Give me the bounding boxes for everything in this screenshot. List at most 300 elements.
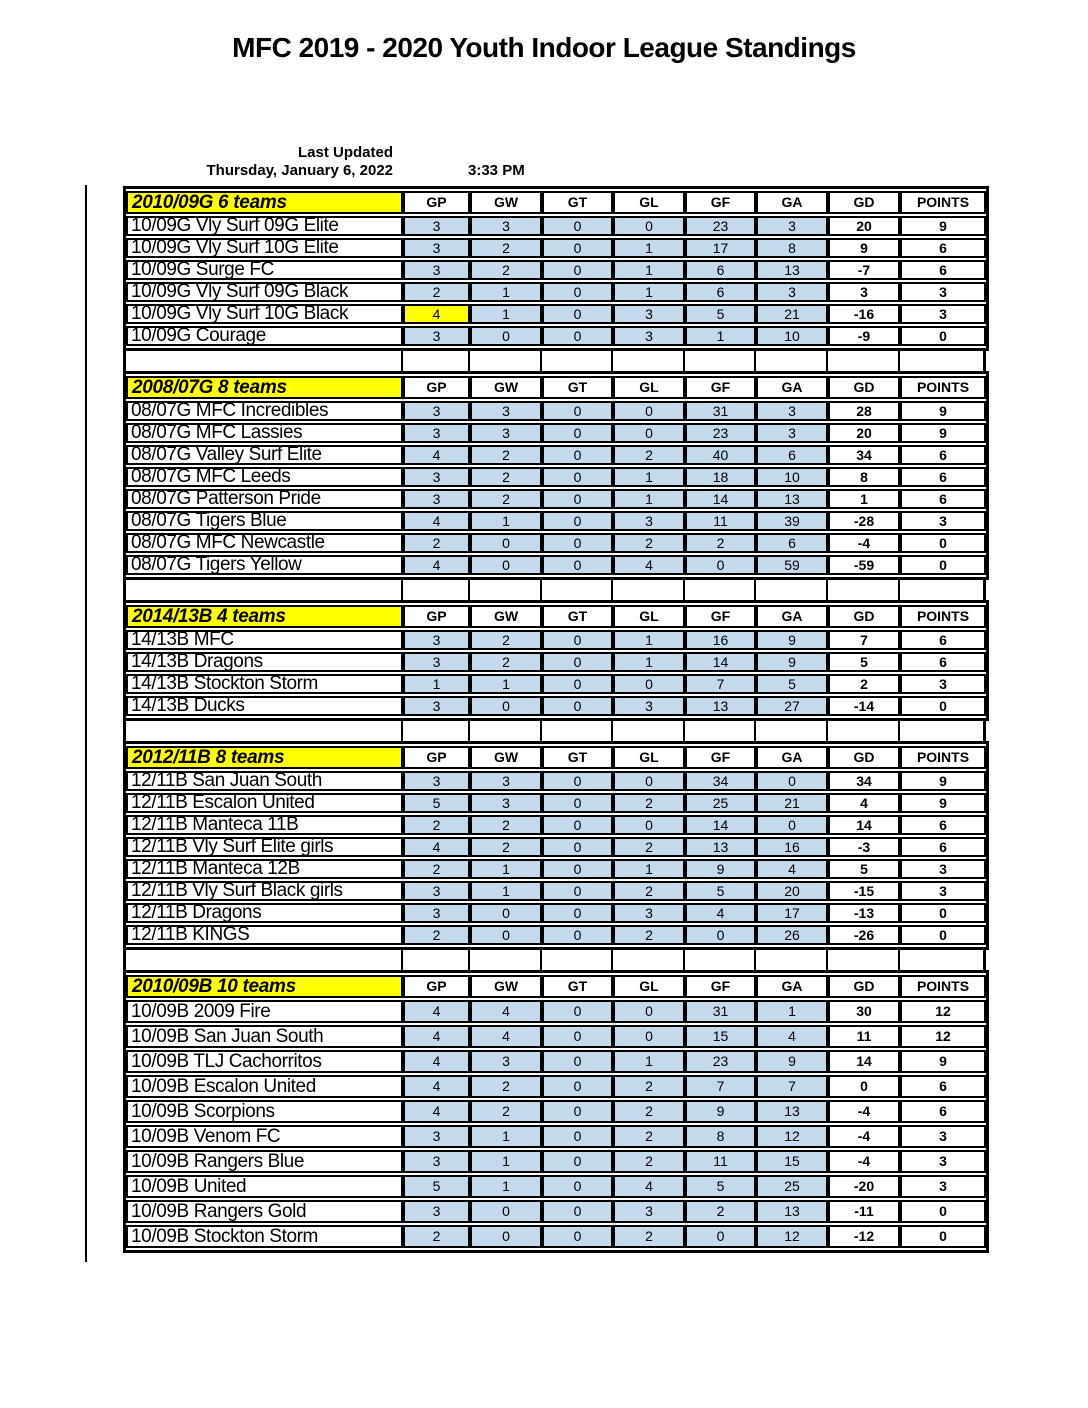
- stat-cell-gt: 0: [542, 511, 613, 531]
- last-updated-label: Last Updated: [297, 144, 393, 161]
- last-updated-time: 3:33 PM: [468, 162, 525, 179]
- team-name-cell: 10/09G Vly Surf 09G Elite: [126, 216, 403, 236]
- stat-cell-points: 6: [900, 630, 986, 650]
- stat-cell-points: 3: [900, 1125, 986, 1148]
- team-name-cell: 08/07G Tigers Yellow: [126, 555, 403, 575]
- stat-cell-points: 0: [900, 1225, 986, 1248]
- stat-cell-gt: 0: [542, 401, 613, 421]
- stat-cell-points: 6: [900, 1075, 986, 1098]
- stat-cell-gl: 2: [613, 793, 685, 813]
- stat-cell-gw: 2: [470, 815, 542, 835]
- spacer-cell: [541, 351, 612, 371]
- standings-table: [123, 186, 989, 351]
- stat-cell-gw: 1: [470, 674, 542, 694]
- stat-cell-gt: 0: [542, 1150, 613, 1173]
- stat-cell-gf: 8: [685, 1125, 756, 1148]
- stat-cell-ga: 1: [756, 1000, 828, 1023]
- team-row: [126, 1050, 986, 1073]
- column-header-gp: GP: [403, 746, 470, 769]
- stat-cell-gt: 0: [542, 445, 613, 465]
- column-header-points: POINTS: [900, 605, 986, 628]
- stat-cell-gw: 2: [470, 1100, 542, 1123]
- stat-cell-gf: 15: [685, 1025, 756, 1048]
- stat-cell-gd: -11: [828, 1200, 900, 1223]
- stat-cell-gd: -26: [828, 925, 900, 945]
- stat-cell-gw: 3: [470, 401, 542, 421]
- team-row: [126, 1075, 986, 1098]
- stat-cell-gf: 0: [685, 555, 756, 575]
- stat-cell-gp: 2: [403, 859, 470, 879]
- stat-cell-gw: 2: [470, 630, 542, 650]
- stat-cell-gp: 3: [403, 238, 470, 258]
- stat-cell-gl: 2: [613, 1150, 685, 1173]
- stat-cell-gp: 2: [403, 533, 470, 553]
- stat-cell-gl: 4: [613, 555, 685, 575]
- spacer-cell: [755, 950, 827, 970]
- stat-cell-gw: 1: [470, 1150, 542, 1173]
- stat-cell-gp: 4: [403, 1075, 470, 1098]
- stat-cell-gw: 0: [470, 696, 542, 716]
- stat-cell-gf: 18: [685, 467, 756, 487]
- stat-cell-gw: 3: [470, 771, 542, 791]
- stat-cell-gl: 1: [613, 260, 685, 280]
- stat-cell-ga: 8: [756, 238, 828, 258]
- spacer-cell: [612, 580, 684, 600]
- team-name-cell: 10/09G Surge FC: [126, 260, 403, 280]
- stat-cell-points: 6: [900, 238, 986, 258]
- stat-cell-gp: 3: [403, 216, 470, 236]
- column-header-gp: GP: [403, 605, 470, 628]
- spacer-cell: [612, 351, 684, 371]
- stat-cell-gw: 0: [470, 1200, 542, 1223]
- column-header-ga: GA: [756, 191, 828, 214]
- team-row: [126, 260, 986, 280]
- stat-cell-gf: 11: [685, 1150, 756, 1173]
- spacer-cell: [684, 950, 755, 970]
- stat-cell-gw: 0: [470, 1225, 542, 1248]
- stat-cell-gw: 2: [470, 260, 542, 280]
- stat-cell-gd: 14: [828, 815, 900, 835]
- stat-cell-gl: 1: [613, 467, 685, 487]
- left-margin-line: [85, 185, 87, 1262]
- stat-cell-gp: 4: [403, 1025, 470, 1048]
- stat-cell-gd: 2: [828, 674, 900, 694]
- stat-cell-gw: 2: [470, 652, 542, 672]
- team-row: [126, 238, 986, 258]
- team-row: [126, 445, 986, 465]
- stat-cell-gl: 1: [613, 1050, 685, 1073]
- stat-cell-gd: -4: [828, 1125, 900, 1148]
- stat-cell-points: 0: [900, 1200, 986, 1223]
- stat-cell-gw: 3: [470, 1050, 542, 1073]
- team-row: [126, 815, 986, 835]
- spacer-cell: [755, 580, 827, 600]
- standings-table: [123, 371, 989, 580]
- stat-cell-gd: -16: [828, 304, 900, 324]
- section-header-row: [126, 746, 986, 769]
- stat-cell-gf: 6: [685, 282, 756, 302]
- column-header-gd: GD: [828, 605, 900, 628]
- stat-cell-gf: 4: [685, 903, 756, 923]
- last-updated-date: Thursday, January 6, 2022: [206, 162, 393, 179]
- team-name-cell: 10/09B United: [126, 1175, 403, 1198]
- stat-cell-gl: 1: [613, 652, 685, 672]
- stat-cell-gl: 2: [613, 1225, 685, 1248]
- stat-cell-points: 12: [900, 1025, 986, 1048]
- stat-cell-gd: -20: [828, 1175, 900, 1198]
- stat-cell-gl: 2: [613, 1125, 685, 1148]
- stat-cell-gd: 14: [828, 1050, 900, 1073]
- stat-cell-gd: 7: [828, 630, 900, 650]
- stat-cell-points: 9: [900, 1050, 986, 1073]
- stat-cell-ga: 3: [756, 216, 828, 236]
- stat-cell-gw: 3: [470, 216, 542, 236]
- spacer-cell: [684, 580, 755, 600]
- stat-cell-gw: 0: [470, 555, 542, 575]
- stat-cell-points: 0: [900, 555, 986, 575]
- spacer-cell: [899, 351, 985, 371]
- stat-cell-ga: 27: [756, 696, 828, 716]
- stat-cell-ga: 0: [756, 815, 828, 835]
- stat-cell-points: 3: [900, 859, 986, 879]
- section-header-row: [126, 191, 986, 214]
- column-header-gd: GD: [828, 191, 900, 214]
- stat-cell-gp: 4: [403, 1000, 470, 1023]
- standings-tables: [123, 186, 989, 1253]
- team-name-cell: 10/09B Scorpions: [126, 1100, 403, 1123]
- stat-cell-gp: 1: [403, 674, 470, 694]
- team-row: [126, 511, 986, 531]
- standings-table: [123, 741, 989, 950]
- stat-cell-gp: 3: [403, 489, 470, 509]
- stat-cell-ga: 12: [756, 1125, 828, 1148]
- stat-cell-gt: 0: [542, 859, 613, 879]
- stat-cell-gl: 3: [613, 696, 685, 716]
- stat-cell-gl: 0: [613, 1000, 685, 1023]
- stat-cell-ga: 13: [756, 1200, 828, 1223]
- column-header-gp: GP: [403, 191, 470, 214]
- column-header-points: POINTS: [900, 746, 986, 769]
- stat-cell-gd: -12: [828, 1225, 900, 1248]
- column-header-gf: GF: [685, 975, 756, 998]
- stat-cell-gt: 0: [542, 674, 613, 694]
- stat-cell-ga: 13: [756, 489, 828, 509]
- team-row: [126, 1125, 986, 1148]
- stat-cell-gd: -4: [828, 1150, 900, 1173]
- stat-cell-gt: 0: [542, 423, 613, 443]
- stat-cell-gf: 0: [685, 1225, 756, 1248]
- stat-cell-gp: 4: [403, 1100, 470, 1123]
- standings-table: [123, 970, 989, 1253]
- stat-cell-gt: 0: [542, 837, 613, 857]
- stat-cell-gt: 0: [542, 1000, 613, 1023]
- section-header-row: [126, 376, 986, 399]
- section-title-cell: 2010/09G 6 teams: [126, 191, 403, 214]
- stat-cell-gp: 4: [403, 837, 470, 857]
- stat-cell-gt: 0: [542, 555, 613, 575]
- stat-cell-gd: 28: [828, 401, 900, 421]
- stat-cell-gf: 14: [685, 815, 756, 835]
- section-title-cell: 2008/07G 8 teams: [126, 376, 403, 399]
- stat-cell-gf: 16: [685, 630, 756, 650]
- stat-cell-gl: 2: [613, 925, 685, 945]
- stat-cell-gt: 0: [542, 489, 613, 509]
- team-row: [126, 1025, 986, 1048]
- stat-cell-gp: 3: [403, 423, 470, 443]
- stat-cell-gw: 3: [470, 423, 542, 443]
- stat-cell-points: 6: [900, 815, 986, 835]
- stat-cell-gp: 3: [403, 1125, 470, 1148]
- stat-cell-gw: 4: [470, 1025, 542, 1048]
- column-header-ga: GA: [756, 605, 828, 628]
- stat-cell-ga: 9: [756, 630, 828, 650]
- stat-cell-gl: 2: [613, 881, 685, 901]
- column-header-gl: GL: [613, 975, 685, 998]
- stat-cell-gd: 0: [828, 1075, 900, 1098]
- stat-cell-gp: 5: [403, 793, 470, 813]
- stat-cell-gf: 23: [685, 423, 756, 443]
- stat-cell-points: 3: [900, 1175, 986, 1198]
- stat-cell-ga: 9: [756, 1050, 828, 1073]
- column-header-gp: GP: [403, 975, 470, 998]
- column-header-gd: GD: [828, 376, 900, 399]
- stat-cell-points: 0: [900, 326, 986, 346]
- stat-cell-gf: 2: [685, 533, 756, 553]
- stat-cell-ga: 26: [756, 925, 828, 945]
- stat-cell-gd: -28: [828, 511, 900, 531]
- spacer-cell: [402, 950, 469, 970]
- stat-cell-gw: 2: [470, 837, 542, 857]
- stat-cell-gw: 1: [470, 1125, 542, 1148]
- team-row: [126, 467, 986, 487]
- spacer-cell: [125, 351, 402, 371]
- stat-cell-gp: 4: [403, 1050, 470, 1073]
- spacer-cell: [469, 950, 541, 970]
- column-header-gf: GF: [685, 191, 756, 214]
- stat-cell-gf: 6: [685, 260, 756, 280]
- spacer-cell: [469, 580, 541, 600]
- team-name-cell: 10/09B San Juan South: [126, 1025, 403, 1048]
- stat-cell-ga: 3: [756, 282, 828, 302]
- spacer-cell: [402, 721, 469, 741]
- stat-cell-gt: 0: [542, 1100, 613, 1123]
- team-row: [126, 1100, 986, 1123]
- stat-cell-gt: 0: [542, 304, 613, 324]
- stat-cell-points: 3: [900, 304, 986, 324]
- column-header-ga: GA: [756, 746, 828, 769]
- spacer-cell: [541, 721, 612, 741]
- stat-cell-gp: 3: [403, 401, 470, 421]
- stat-cell-ga: 15: [756, 1150, 828, 1173]
- column-header-gf: GF: [685, 376, 756, 399]
- team-row: [126, 401, 986, 421]
- stat-cell-gl: 1: [613, 238, 685, 258]
- stat-cell-gw: 2: [470, 1075, 542, 1098]
- stat-cell-gt: 0: [542, 696, 613, 716]
- stat-cell-gp: 2: [403, 282, 470, 302]
- column-header-gl: GL: [613, 376, 685, 399]
- stat-cell-points: 0: [900, 533, 986, 553]
- stat-cell-gf: 9: [685, 859, 756, 879]
- stat-cell-gp: 3: [403, 467, 470, 487]
- team-name-cell: 08/07G MFC Newcastle: [126, 533, 403, 553]
- column-header-ga: GA: [756, 376, 828, 399]
- stat-cell-points: 9: [900, 793, 986, 813]
- stat-cell-points: 9: [900, 423, 986, 443]
- stat-cell-gw: 0: [470, 925, 542, 945]
- stat-cell-gd: -3: [828, 837, 900, 857]
- stat-cell-gd: -13: [828, 903, 900, 923]
- section-title-cell: 2014/13B 4 teams: [126, 605, 403, 628]
- column-header-gt: GT: [542, 376, 613, 399]
- team-name-cell: 08/07G MFC Incredibles: [126, 401, 403, 421]
- stat-cell-ga: 10: [756, 467, 828, 487]
- stat-cell-gt: 0: [542, 467, 613, 487]
- stat-cell-gp: 3: [403, 881, 470, 901]
- column-header-gw: GW: [470, 376, 542, 399]
- column-header-gd: GD: [828, 746, 900, 769]
- column-header-gf: GF: [685, 605, 756, 628]
- team-row: [126, 1200, 986, 1223]
- stat-cell-gd: 5: [828, 652, 900, 672]
- stat-cell-gf: 2: [685, 1200, 756, 1223]
- column-header-gw: GW: [470, 191, 542, 214]
- stat-cell-gw: 4: [470, 1000, 542, 1023]
- stat-cell-ga: 13: [756, 260, 828, 280]
- column-header-gw: GW: [470, 975, 542, 998]
- stat-cell-gl: 1: [613, 489, 685, 509]
- team-name-cell: 08/07G Patterson Pride: [126, 489, 403, 509]
- stat-cell-ga: 21: [756, 793, 828, 813]
- team-row: [126, 652, 986, 672]
- stat-cell-gd: -15: [828, 881, 900, 901]
- spacer-cell: [402, 351, 469, 371]
- stat-cell-ga: 10: [756, 326, 828, 346]
- spacer-cell: [612, 721, 684, 741]
- stat-cell-gl: 1: [613, 859, 685, 879]
- stat-cell-gl: 0: [613, 401, 685, 421]
- team-name-cell: 10/09G Courage: [126, 326, 403, 346]
- spacer-cell: [827, 351, 899, 371]
- stat-cell-gl: 3: [613, 304, 685, 324]
- stat-cell-ga: 13: [756, 1100, 828, 1123]
- stat-cell-gl: 3: [613, 326, 685, 346]
- column-header-gw: GW: [470, 605, 542, 628]
- team-name-cell: 14/13B Ducks: [126, 696, 403, 716]
- stat-cell-gd: 1: [828, 489, 900, 509]
- stat-cell-ga: 0: [756, 771, 828, 791]
- stat-cell-gt: 0: [542, 903, 613, 923]
- stat-cell-gw: 0: [470, 903, 542, 923]
- spacer-cell: [755, 351, 827, 371]
- spacer-cell: [827, 580, 899, 600]
- stat-cell-gf: 5: [685, 304, 756, 324]
- stat-cell-gp: 3: [403, 1200, 470, 1223]
- stat-cell-ga: 21: [756, 304, 828, 324]
- column-header-gl: GL: [613, 746, 685, 769]
- stat-cell-gw: 1: [470, 511, 542, 531]
- stat-cell-gp: 3: [403, 903, 470, 923]
- stat-cell-gf: 0: [685, 925, 756, 945]
- team-name-cell: 08/07G MFC Leeds: [126, 467, 403, 487]
- stat-cell-gt: 0: [542, 1175, 613, 1198]
- team-name-cell: 12/11B Manteca 11B: [126, 815, 403, 835]
- team-row: [126, 555, 986, 575]
- column-header-gl: GL: [613, 605, 685, 628]
- stat-cell-gt: 0: [542, 925, 613, 945]
- stat-cell-ga: 20: [756, 881, 828, 901]
- team-row: [126, 881, 986, 901]
- stat-cell-ga: 6: [756, 445, 828, 465]
- stat-cell-ga: 3: [756, 423, 828, 443]
- spacer-cell: [899, 580, 985, 600]
- spacer-cell: [755, 721, 827, 741]
- spacer-cell: [469, 721, 541, 741]
- stat-cell-gl: 0: [613, 674, 685, 694]
- stat-cell-points: 3: [900, 1150, 986, 1173]
- stat-cell-ga: 3: [756, 401, 828, 421]
- team-row: [126, 674, 986, 694]
- stat-cell-gd: 34: [828, 771, 900, 791]
- stat-cell-gt: 0: [542, 282, 613, 302]
- team-name-cell: 10/09B Rangers Gold: [126, 1200, 403, 1223]
- team-row: [126, 925, 986, 945]
- team-name-cell: 10/09B 2009 Fire: [126, 1000, 403, 1023]
- stat-cell-ga: 4: [756, 1025, 828, 1048]
- column-header-gt: GT: [542, 605, 613, 628]
- stat-cell-gp: 4: [403, 555, 470, 575]
- stat-cell-gt: 0: [542, 1200, 613, 1223]
- stat-cell-gt: 0: [542, 216, 613, 236]
- stat-cell-gd: 9: [828, 238, 900, 258]
- column-header-points: POINTS: [900, 975, 986, 998]
- team-name-cell: 12/11B Dragons: [126, 903, 403, 923]
- stat-cell-gd: -7: [828, 260, 900, 280]
- stat-cell-gd: -4: [828, 533, 900, 553]
- stat-cell-gd: 34: [828, 445, 900, 465]
- section-spacer: [123, 580, 986, 600]
- stat-cell-gf: 23: [685, 216, 756, 236]
- stat-cell-gp: 3: [403, 260, 470, 280]
- stat-cell-ga: 5: [756, 674, 828, 694]
- stat-cell-gl: 0: [613, 771, 685, 791]
- stat-cell-gl: 1: [613, 282, 685, 302]
- stat-cell-gf: 34: [685, 771, 756, 791]
- stat-cell-points: 0: [900, 903, 986, 923]
- stat-cell-gp: 3: [403, 630, 470, 650]
- stat-cell-gd: 5: [828, 859, 900, 879]
- stat-cell-gf: 13: [685, 696, 756, 716]
- stat-cell-gt: 0: [542, 1050, 613, 1073]
- team-row: [126, 1000, 986, 1023]
- stat-cell-gl: 4: [613, 1175, 685, 1198]
- stat-cell-gt: 0: [542, 533, 613, 553]
- stat-cell-gp: 3: [403, 771, 470, 791]
- team-name-cell: 12/11B Vly Surf Elite girls: [126, 837, 403, 857]
- stat-cell-points: 9: [900, 401, 986, 421]
- stat-cell-ga: 6: [756, 533, 828, 553]
- stat-cell-gl: 2: [613, 533, 685, 553]
- team-row: [126, 423, 986, 443]
- stat-cell-gt: 0: [542, 652, 613, 672]
- stat-cell-gf: 9: [685, 1100, 756, 1123]
- stat-cell-points: 9: [900, 216, 986, 236]
- team-name-cell: 14/13B MFC: [126, 630, 403, 650]
- stat-cell-gf: 31: [685, 1000, 756, 1023]
- stat-cell-gp: 5: [403, 1175, 470, 1198]
- stat-cell-points: 0: [900, 696, 986, 716]
- team-row: [126, 1150, 986, 1173]
